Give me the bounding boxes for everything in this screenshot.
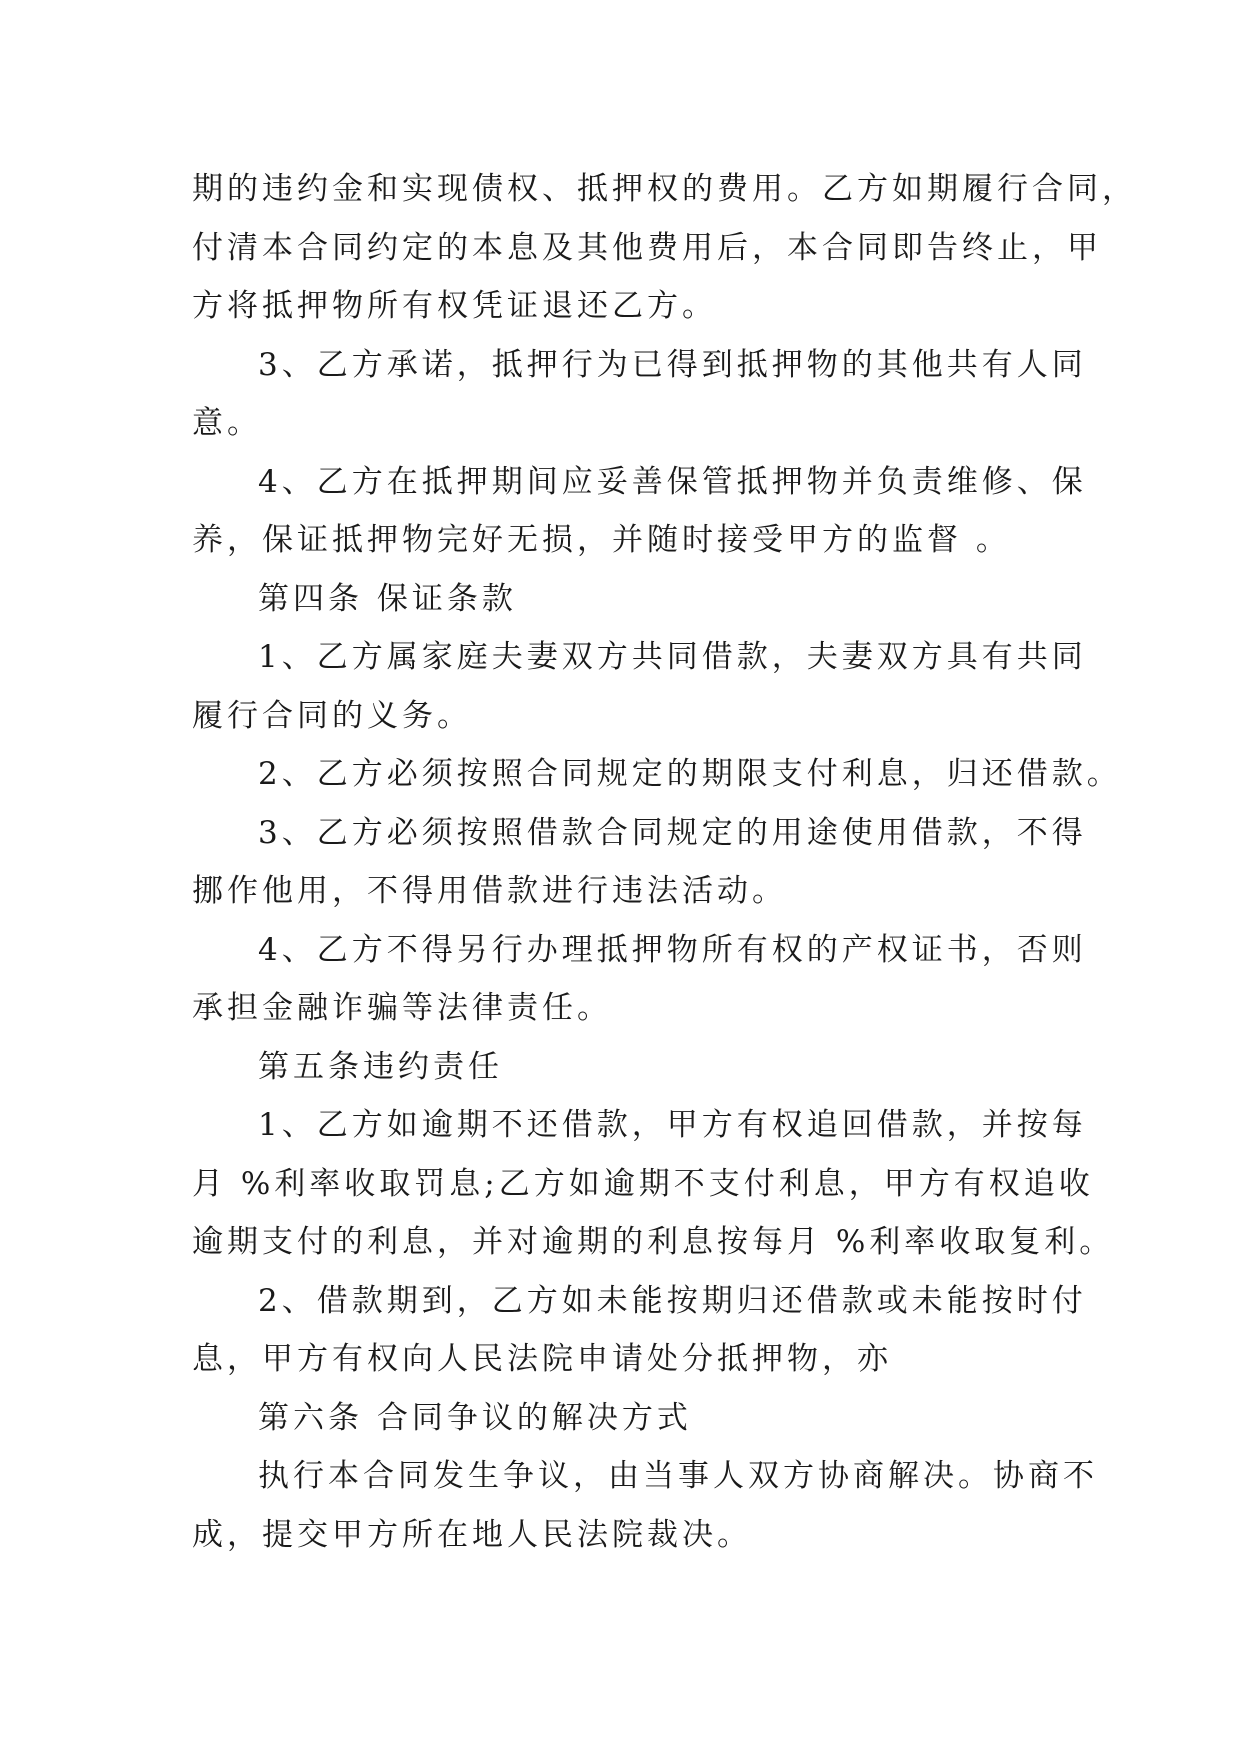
text-line-10: 履行合同的义务。 [192, 697, 472, 734]
text-line-19: 逾期支付的利息，并对逾期的利息按每月 %利率收取复利。 [192, 1224, 1115, 1260]
text-line-13: 挪作他用，不得用借款进行违法活动。 [192, 873, 787, 909]
text-line-23: 执行本合同发生争议，由当事人双方协商解决。协商不 [258, 1458, 1098, 1494]
text-line-12: 3、乙方必须按照借款合同规定的用途使用借款，不得 [258, 814, 1087, 851]
text-line-24: 成，提交甲方所在地人民法院裁决。 [192, 1516, 752, 1553]
text-line-9: 1、乙方属家庭夫妻双方共同借款，夫妻双方具有共同 [258, 639, 1087, 675]
text-line-21: 息，甲方有权向人民法院申请处分抵押物，亦 [192, 1341, 892, 1377]
text-line-2: 付清本合同约定的本息及其他费用后，本合同即告终止，甲 [192, 229, 1102, 266]
text-line-1: 期的违约金和实现债权、抵押权的费用。乙方如期履行合同， [192, 171, 1137, 207]
text-line-15: 承担金融诈骗等法律责任。 [192, 990, 612, 1026]
section-heading-article-5: 第五条违约责任 [258, 1048, 503, 1085]
text-line-18: 月 %利率收取罚息;乙方如逾期不支付利息，甲方有权追收 [192, 1165, 1094, 1202]
section-heading-article-4: 第四条 保证条款 [258, 580, 517, 617]
text-line-20: 2、借款期到，乙方如未能按期归还借款或未能按时付 [258, 1282, 1087, 1319]
document-body [192, 160, 1137, 1564]
text-line-3: 方将抵押物所有权凭证退还乙方。 [192, 288, 717, 324]
text-line-6: 4、乙方在抵押期间应妥善保管抵押物并负责维修、保 [258, 463, 1087, 500]
text-line-11: 2、乙方必须按照合同规定的期限支付利息，归还借款。 [258, 756, 1122, 792]
text-line-7: 养，保证抵押物完好无损，并随时接受甲方的监督 。 [192, 522, 1011, 558]
text-line-17: 1、乙方如逾期不还借款，甲方有权追回借款，并按每 [258, 1107, 1087, 1143]
section-heading-article-6: 第六条 合同争议的解决方式 [258, 1399, 692, 1436]
text-line-4: 3、乙方承诺，抵押行为已得到抵押物的其他共有人同 [258, 346, 1087, 383]
text-line-14: 4、乙方不得另行办理抵押物所有权的产权证书，否则 [258, 931, 1087, 968]
text-line-5: 意。 [192, 405, 262, 441]
